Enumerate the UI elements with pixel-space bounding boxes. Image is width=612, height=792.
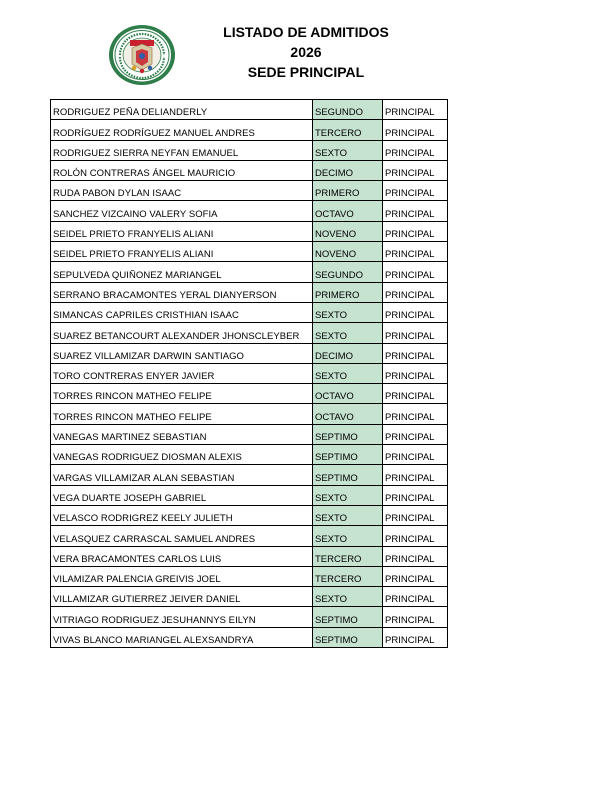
student-sede-cell: PRINCIPAL [383, 302, 448, 322]
table-row [51, 140, 448, 160]
student-sede-cell: PRINCIPAL [383, 566, 448, 586]
page-subtitle: SEDE PRINCIPAL [247, 64, 365, 80]
page-year: 2026 [290, 44, 322, 60]
student-grade-cell: SEXTO [313, 363, 383, 383]
student-name-cell: SEIDEL PRIETO FRANYELIS ALIANI [51, 221, 313, 241]
table-row [51, 587, 448, 607]
table-row [51, 404, 448, 424]
table-row [51, 120, 448, 140]
student-grade-cell: TERCERO [313, 566, 383, 586]
student-name-cell: SERRANO BRACAMONTES YERAL DIANYERSON [51, 282, 313, 302]
student-name-cell: VILAMIZAR PALENCIA GREIVIS JOEL [51, 566, 313, 586]
student-sede-cell: PRINCIPAL [383, 140, 448, 160]
student-grade-cell: OCTAVO [313, 384, 383, 404]
table-row [51, 221, 448, 241]
student-name-cell: TORO CONTRERAS ENYER JAVIER [51, 363, 313, 383]
student-name-cell: RUDA PABON DYLAN ISAAC [51, 181, 313, 201]
student-name-cell: TORRES RINCON MATHEO FELIPE [51, 384, 313, 404]
student-sede-cell: PRINCIPAL [383, 343, 448, 363]
student-grade-cell: DECIMO [313, 343, 383, 363]
student-sede-cell: PRINCIPAL [383, 221, 448, 241]
student-sede-cell: PRINCIPAL [383, 465, 448, 485]
student-grade-cell: TERCERO [313, 546, 383, 566]
student-grade-cell: SEXTO [313, 302, 383, 322]
student-name-cell: VARGAS VILLAMIZAR ALAN SEBASTIAN [51, 465, 313, 485]
table-row [51, 343, 448, 363]
student-name-cell: SANCHEZ VIZCAINO VALERY SOFIA [51, 201, 313, 221]
table-row [51, 566, 448, 586]
student-grade-cell: SEPTIMO [313, 445, 383, 465]
student-grade-cell: SEPTIMO [313, 465, 383, 485]
student-name-cell: VERA BRACAMONTES CARLOS LUIS [51, 546, 313, 566]
table-row [51, 242, 448, 262]
student-sede-cell: PRINCIPAL [383, 505, 448, 525]
table-row [51, 181, 448, 201]
table-row [51, 384, 448, 404]
student-grade-cell: SEXTO [313, 140, 383, 160]
institution-seal-icon [108, 24, 176, 86]
student-name-cell: VEGA DUARTE JOSEPH GABRIEL [51, 485, 313, 505]
student-name-cell: VANEGAS RODRIGUEZ DIOSMAN ALEXIS [51, 445, 313, 465]
student-sede-cell: PRINCIPAL [383, 282, 448, 302]
table-row [51, 526, 448, 546]
student-sede-cell: PRINCIPAL [383, 546, 448, 566]
table-row [51, 424, 448, 444]
admitted-students-table [50, 99, 448, 648]
student-sede-cell: PRINCIPAL [383, 445, 448, 465]
table-row [51, 546, 448, 566]
table-row [51, 607, 448, 627]
student-name-cell: RODRIGUEZ SIERRA NEYFAN EMANUEL [51, 140, 313, 160]
table-row [51, 160, 448, 180]
table-row [51, 323, 448, 343]
student-name-cell: TORRES RINCON MATHEO FELIPE [51, 404, 313, 424]
student-name-cell: VANEGAS MARTINEZ SEBASTIAN [51, 424, 313, 444]
student-grade-cell: SEPTIMO [313, 627, 383, 647]
student-name-cell: SUAREZ BETANCOURT ALEXANDER JHONSCLEYBER [51, 323, 313, 343]
student-name-cell: VELASCO RODRIGREZ KEELY JULIETH [51, 505, 313, 525]
table-row [51, 485, 448, 505]
table-row [51, 302, 448, 322]
table-row [51, 282, 448, 302]
student-grade-cell: NOVENO [313, 221, 383, 241]
student-name-cell: VILLAMIZAR GUTIERREZ JEIVER DANIEL [51, 587, 313, 607]
student-sede-cell: PRINCIPAL [383, 262, 448, 282]
student-sede-cell: PRINCIPAL [383, 607, 448, 627]
student-name-cell: SUAREZ VILLAMIZAR DARWIN SANTIAGO [51, 343, 313, 363]
student-sede-cell: PRINCIPAL [383, 485, 448, 505]
student-grade-cell: SEXTO [313, 587, 383, 607]
table-row [51, 363, 448, 383]
student-sede-cell: PRINCIPAL [383, 181, 448, 201]
student-name-cell: RODRIGUEZ PEÑA DELIANDERLY [51, 100, 313, 120]
table-row [51, 201, 448, 221]
student-name-cell: VIVAS BLANCO MARIANGEL ALEXSANDRYA [51, 627, 313, 647]
student-grade-cell: NOVENO [313, 242, 383, 262]
student-sede-cell: PRINCIPAL [383, 323, 448, 343]
student-name-cell: SIMANCAS CAPRILES CRISTHIAN ISAAC [51, 302, 313, 322]
page-title: LISTADO DE ADMITIDOS [223, 24, 389, 40]
student-grade-cell: SEPTIMO [313, 607, 383, 627]
student-name-cell: RODRÍGUEZ RODRÍGUEZ MANUEL ANDRES [51, 120, 313, 140]
student-grade-cell: SEXTO [313, 526, 383, 546]
document-header [196, 22, 416, 82]
student-sede-cell: PRINCIPAL [383, 627, 448, 647]
student-grade-cell: SEGUNDO [313, 100, 383, 120]
student-grade-cell: DECIMO [313, 160, 383, 180]
student-sede-cell: PRINCIPAL [383, 100, 448, 120]
table-row [51, 100, 448, 120]
table-row [51, 627, 448, 647]
table-row [51, 445, 448, 465]
table-row [51, 262, 448, 282]
student-sede-cell: PRINCIPAL [383, 120, 448, 140]
student-name-cell: VITRIAGO RODRIGUEZ JESUHANNYS EILYN [51, 607, 313, 627]
student-sede-cell: PRINCIPAL [383, 242, 448, 262]
table-row [51, 505, 448, 525]
student-name-cell: SEPULVEDA QUIÑONEZ MARIANGEL [51, 262, 313, 282]
student-grade-cell: SEGUNDO [313, 262, 383, 282]
student-sede-cell: PRINCIPAL [383, 363, 448, 383]
student-grade-cell: TERCERO [313, 120, 383, 140]
student-name-cell: ROLÓN CONTRERAS ÁNGEL MAURICIO [51, 160, 313, 180]
student-sede-cell: PRINCIPAL [383, 587, 448, 607]
student-grade-cell: PRIMERO [313, 181, 383, 201]
student-sede-cell: PRINCIPAL [383, 201, 448, 221]
student-sede-cell: PRINCIPAL [383, 526, 448, 546]
student-sede-cell: PRINCIPAL [383, 384, 448, 404]
student-name-cell: SEIDEL PRIETO FRANYELIS ALIANI [51, 242, 313, 262]
student-grade-cell: SEPTIMO [313, 424, 383, 444]
student-grade-cell: OCTAVO [313, 404, 383, 424]
student-sede-cell: PRINCIPAL [383, 160, 448, 180]
student-grade-cell: SEXTO [313, 505, 383, 525]
student-name-cell: VELASQUEZ CARRASCAL SAMUEL ANDRES [51, 526, 313, 546]
student-sede-cell: PRINCIPAL [383, 404, 448, 424]
student-grade-cell: OCTAVO [313, 201, 383, 221]
student-grade-cell: SEXTO [313, 323, 383, 343]
student-sede-cell: PRINCIPAL [383, 424, 448, 444]
student-grade-cell: PRIMERO [313, 282, 383, 302]
student-grade-cell: SEXTO [313, 485, 383, 505]
table-row [51, 465, 448, 485]
